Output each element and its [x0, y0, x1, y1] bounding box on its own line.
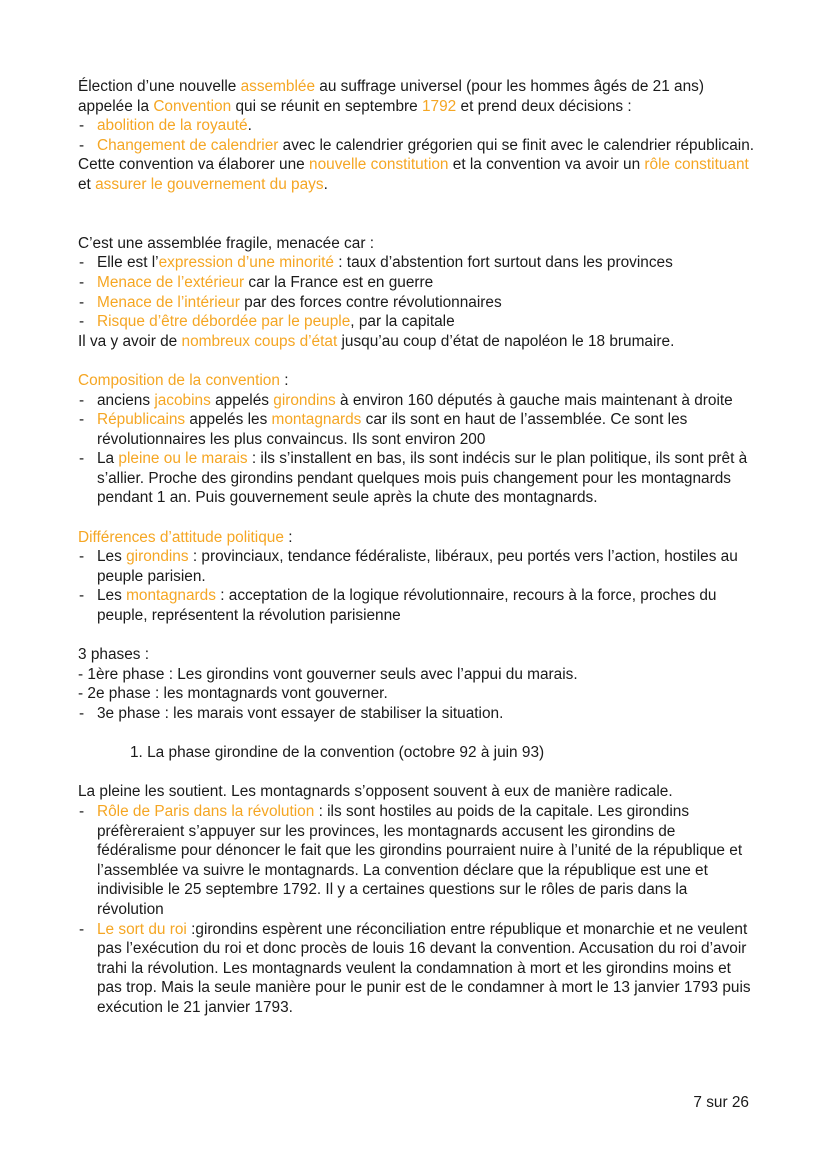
- decisions-list: [78, 116, 758, 155]
- list-item: - abolition de la royauté.: [78, 116, 758, 136]
- highlight-convention: Convention: [153, 97, 232, 115]
- phases-intro: 3 phases :: [78, 646, 150, 664]
- list-item: - Menace de l’intérieur par des forces contre révolutionnaires: [78, 293, 758, 313]
- paragraph-constitution: Cette convention va élaborer une nouvelle constitution et la convention va avoir un rôle constituant et assurer le gouvernement du pays.: [78, 156, 749, 193]
- threats-list: [78, 253, 758, 331]
- phase-1: - 1ère phase : Les girondins vont gouverner seuls avec l’appui du marais.: [78, 665, 578, 683]
- list-item: - Changement de calendrier avec le calendrier grégorien qui se finit avec le calendrier républicain.: [78, 136, 758, 156]
- section-list: [78, 802, 758, 1018]
- differences-list: [78, 547, 758, 625]
- phases-list: [78, 704, 758, 724]
- section-heading: 1. La phase girondine de la convention (octobre 92 à juin 93): [130, 744, 545, 762]
- list-item: - La pleine ou le marais : ils s’installent en bas, ils sont indécis sur le plan politique, ils sont prêt à s’allier. Proche des girondins pendant quelques mois puis changement pour les montagnards pendant 1 an. Puis gouvernement seule après la chute des montagnards.: [78, 449, 758, 508]
- highlight-assemblee: assemblée: [240, 78, 316, 95]
- heading-differences: Différences d’attitude politique :: [78, 528, 293, 546]
- phase-2: - 2e phase : les montagnards vont gouverner.: [78, 685, 388, 703]
- list-item: - Menace de l’extérieur car la France est en guerre: [78, 273, 758, 293]
- list-item: - Les girondins : provinciaux, tendance fédéraliste, libéraux, peu portés vers l’action, hostiles au peuple parisien.: [78, 547, 758, 586]
- list-item: - anciens jacobins appelés girondins à environ 160 députés à gauche mais maintenant à droite: [78, 391, 758, 411]
- page-number: 7 sur 26: [693, 1094, 749, 1111]
- document-body: [78, 77, 758, 1018]
- list-item: - Les montagnards : acceptation de la logique révolutionnaire, recours à la force, proches du peuple, représentent la révolution parisienne: [78, 586, 758, 625]
- phase-3: - 3e phase : les marais vont essayer de stabiliser la situation.: [78, 704, 758, 724]
- highlight-year: 1792: [421, 97, 457, 115]
- list-item: - Risque d’être débordée par le peuple, par la capitale: [78, 312, 758, 332]
- paragraph-fragile: C’est une assemblée fragile, menacée car :: [78, 234, 374, 252]
- paragraph-election: Élection d’une nouvelle assemblée au suffrage universel (pour les hommes âgés de 21 ans) appelée la Convention qui se réunit en septembre 1792 et prend deux décisions :: [78, 78, 704, 115]
- paragraph-coups: Il va y avoir de nombreux coups d’état jusqu’au coup d’état de napoléon le 18 brumaire.: [78, 332, 675, 350]
- list-item: - Elle est l’expression d’une minorité : taux d’abstention fort surtout dans les provinces: [78, 253, 758, 273]
- heading-composition: Composition de la convention :: [78, 371, 289, 389]
- list-item: - Le sort du roi :girondins espèrent une réconciliation entre république et monarchie et ne veulent pas l’exécution du roi et donc procès de louis 16 devant la convention. Accusation du roi d’avoir trahi la révolution. Les montagnards veulent la condamnation à mort et les girondins moins et pas trop. Mais la seule manière pour le punir est de le condamner à mort le 13 janvier 1793 puis exécution le 21 janvier 1793.: [78, 920, 758, 1018]
- list-item: - Républicains appelés les montagnards car ils sont en haut de l’assemblée. Ce sont les révolutionnaires les plus convaincus. Ils sont environ 200: [78, 410, 758, 449]
- list-item: - Rôle de Paris dans la révolution : ils sont hostiles au poids de la capitale. Les girondins préfèreraient s’appuyer sur les provinces, les montagnards accusent les girondins de fédéralisme pour dénoncer le fait que les girondins pourraient nuire à l’unité de la république et l’assemblée va suivre le montagnards. La convention déclare que la république est une et indivisible le 25 septembre 1792. Il y a certaines questions sur le rôles de paris dans la révolution: [78, 802, 758, 920]
- section-intro: La pleine les soutient. Les montagnards s’opposent souvent à eux de manière radicale.: [78, 783, 673, 801]
- composition-list: [78, 391, 758, 509]
